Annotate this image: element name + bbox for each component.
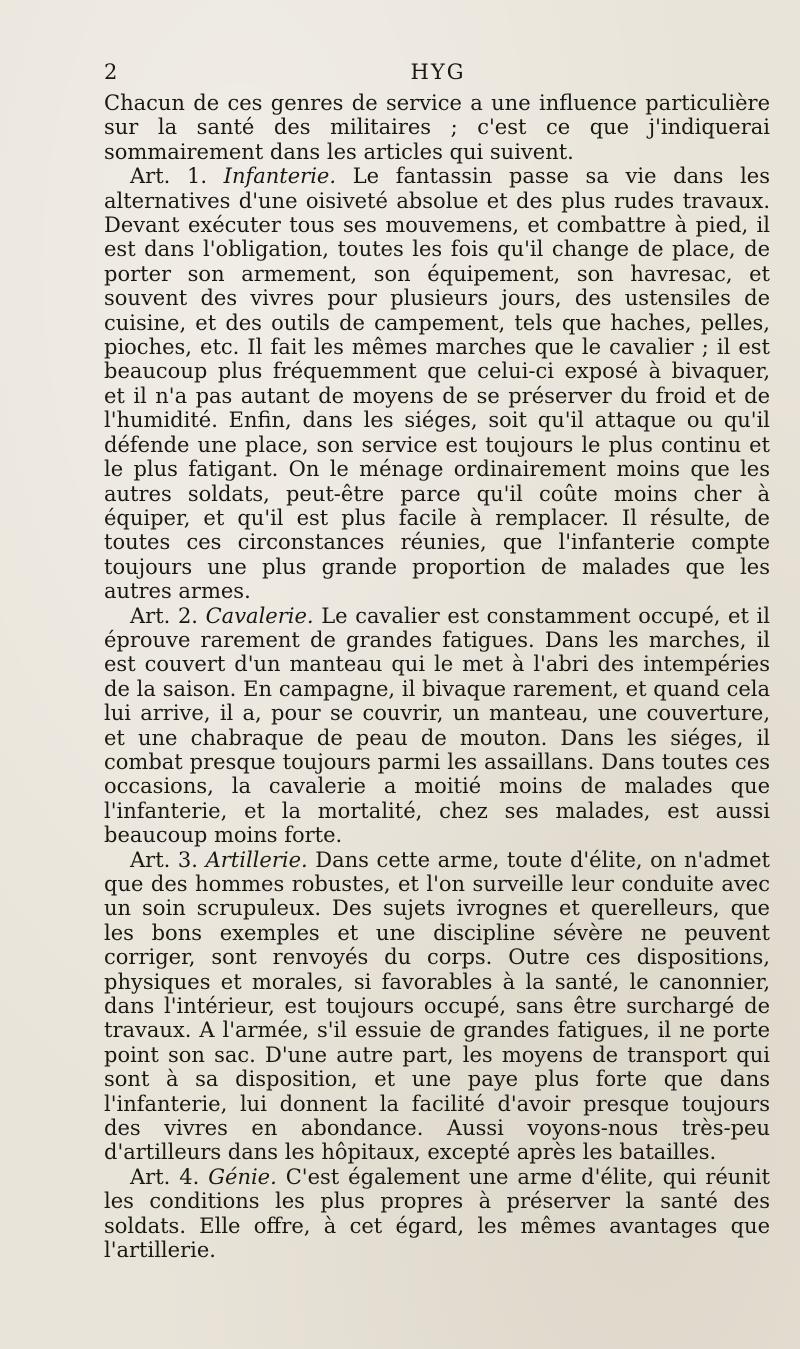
page-number: 2 <box>104 60 118 84</box>
paragraph-text: Le cavalier est constamment occupé, et il éprouve rarement de grandes fatigues. Dans les marches, il est couvert d'un manteau qui le met à l'abri des intempéries de la saison. En campagne, il bivaque rarement, et quand cela lui arrive, il a, pour se couvrir, un manteau, une couverture, et une chabraque de peau de mouton. Dans les siéges, il combat presque toujours parmi les assaillans. Dans toutes ces occasions, la cavalerie a moitié moins de malades que l'infanterie, et la mortalité, chez ses malades, est aussi beaucoup moins forte. <box>104 603 770 848</box>
article-label: Art. 3. <box>130 847 206 872</box>
paragraph-text: Dans cette arme, toute d'élite, on n'admet que des hommes robustes, et l'on surveille leur conduite avec un soin scrupuleux. Des sujets ivrognes et querelleurs, que les bons exemples et une discipline sévère ne peuvent corriger, sont renvoyés du corps. Outre ces dispositions, physiques et morales, si favorables à la santé, le canonnier, dans l'intérieur, est toujours occupé, sans être surchargé de travaux. A l'armée, s'il essuie de grandes fatigues, il ne porte point son sac. D'une autre part, les moyens de transport qui sont à sa disposition, et une paye plus forte que dans l'infanterie, lui donnent la facilité d'avoir presque toujours des vivres en abondance. Aussi voyons-nous très-peu d'artilleurs dans les hôpitaux, excepté après les batailles. <box>104 847 770 1165</box>
article-title: Cavalerie. <box>205 603 314 628</box>
intro-paragraph <box>104 91 770 164</box>
article-artillerie <box>104 848 770 1165</box>
paragraph-text: C'est également une arme d'élite, qui réunit les conditions les plus propres à préserver la santé des soldats. Elle offre, à cet égard, les mêmes avantages que l'artillerie. <box>104 1164 770 1263</box>
article-label: Art. 4. <box>130 1164 209 1189</box>
paragraph-text: Le fantassin passe sa vie dans les alternatives d'une oisiveté absolue et des plus rudes travaux. Devant exécuter tous ses mouvemens, et combattre à pied, il est dans l'obligation, toutes les fois qu'il change de place, de porter son armement, son équipement, son havresac, et souvent des vivres pour plusieurs jours, des ustensiles de cuisine, et des outils de campement, tels que haches, pelles, pioches, etc. Il fait les mêmes marches que le cavalier ; il est beaucoup plus fréquemment que celui-ci exposé à bivaquer, et il n'a pas autant de moyens de se préserver du froid et de l'humidité. Enfin, dans les siéges, soit qu'il attaque ou qu'il défende une place, son service est toujours le plus continu et le plus fatigant. On le ménage ordinairement moins que les autres soldats, peut-être parce qu'il coûte moins cher à équiper, et qu'il est plus facile à remplacer. Il résulte, de toutes ces circonstances réunies, que l'infanterie compte toujours une plus grande proportion de malades que les autres armes. <box>104 164 770 604</box>
article-title: Artillerie. <box>205 847 308 872</box>
article-genie <box>104 1165 770 1263</box>
page-header <box>104 60 772 88</box>
article-label: Art. 1. <box>130 164 224 189</box>
article-infanterie <box>104 164 770 603</box>
body-text <box>104 91 770 1263</box>
article-title: Infanterie. <box>223 164 337 189</box>
running-head: HYG <box>410 60 466 84</box>
article-title: Génie. <box>208 1164 277 1189</box>
article-label: Art. 2. <box>130 603 206 628</box>
article-cavalerie <box>104 604 770 848</box>
paragraph-text: Chacun de ces genres de service a une influence particulière sur la santé des militaires ; c'est ce que j'indiquerai sommairement dans les articles qui suivent. <box>104 91 770 164</box>
